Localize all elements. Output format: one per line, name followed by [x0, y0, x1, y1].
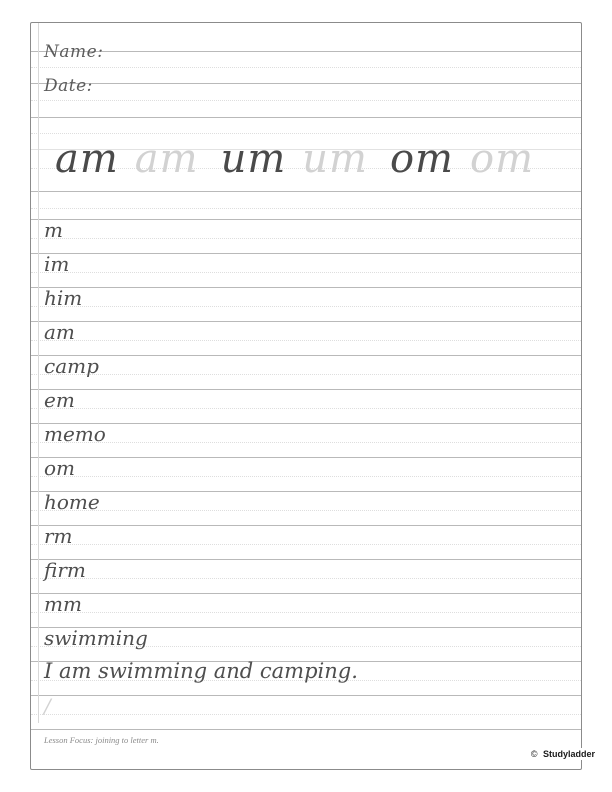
model-letter-um-ghost: um — [302, 136, 368, 182]
practice-sentence: I am swimming and camping. — [44, 659, 358, 683]
practice-word: mm — [44, 592, 82, 616]
practice-word: im — [44, 252, 70, 276]
rule-line — [31, 729, 581, 730]
practice-word: memo — [44, 422, 106, 446]
copyright-symbol: © — [530, 749, 538, 759]
date-field-label: Date: — [44, 76, 93, 96]
name-field-label: Name: — [44, 42, 104, 62]
rule-line — [31, 117, 581, 118]
practice-word: rm — [44, 524, 73, 548]
brand-name: Studyladder — [540, 748, 598, 760]
brand-mark — [531, 749, 598, 759]
practice-word: home — [44, 490, 100, 514]
model-letter-am-ghost: am — [134, 136, 199, 182]
practice-word: om — [44, 456, 76, 480]
practice-word: em — [44, 388, 75, 412]
rule-line-dotted — [31, 208, 581, 209]
trace-hint: / — [44, 694, 51, 718]
practice-word: camp — [44, 354, 99, 378]
model-letter-am-solid: am — [55, 136, 119, 182]
rule-line — [31, 191, 581, 192]
practice-word: am — [44, 320, 75, 344]
rule-line-dotted — [31, 100, 581, 101]
model-letter-om-solid: om — [389, 136, 454, 182]
practice-word: him — [44, 286, 83, 310]
model-letter-um-solid: um — [220, 136, 287, 182]
model-letters-row — [55, 136, 556, 182]
practice-word: firm — [44, 558, 86, 582]
practice-word: swimming — [44, 626, 148, 650]
rule-line-dotted — [31, 133, 581, 134]
rule-line-dotted — [31, 67, 581, 68]
lesson-focus-note: Lesson Focus: joining to letter m. — [44, 735, 159, 745]
practice-word: m — [44, 218, 63, 242]
margin-line — [38, 23, 39, 723]
model-letter-om-ghost: om — [469, 136, 534, 182]
